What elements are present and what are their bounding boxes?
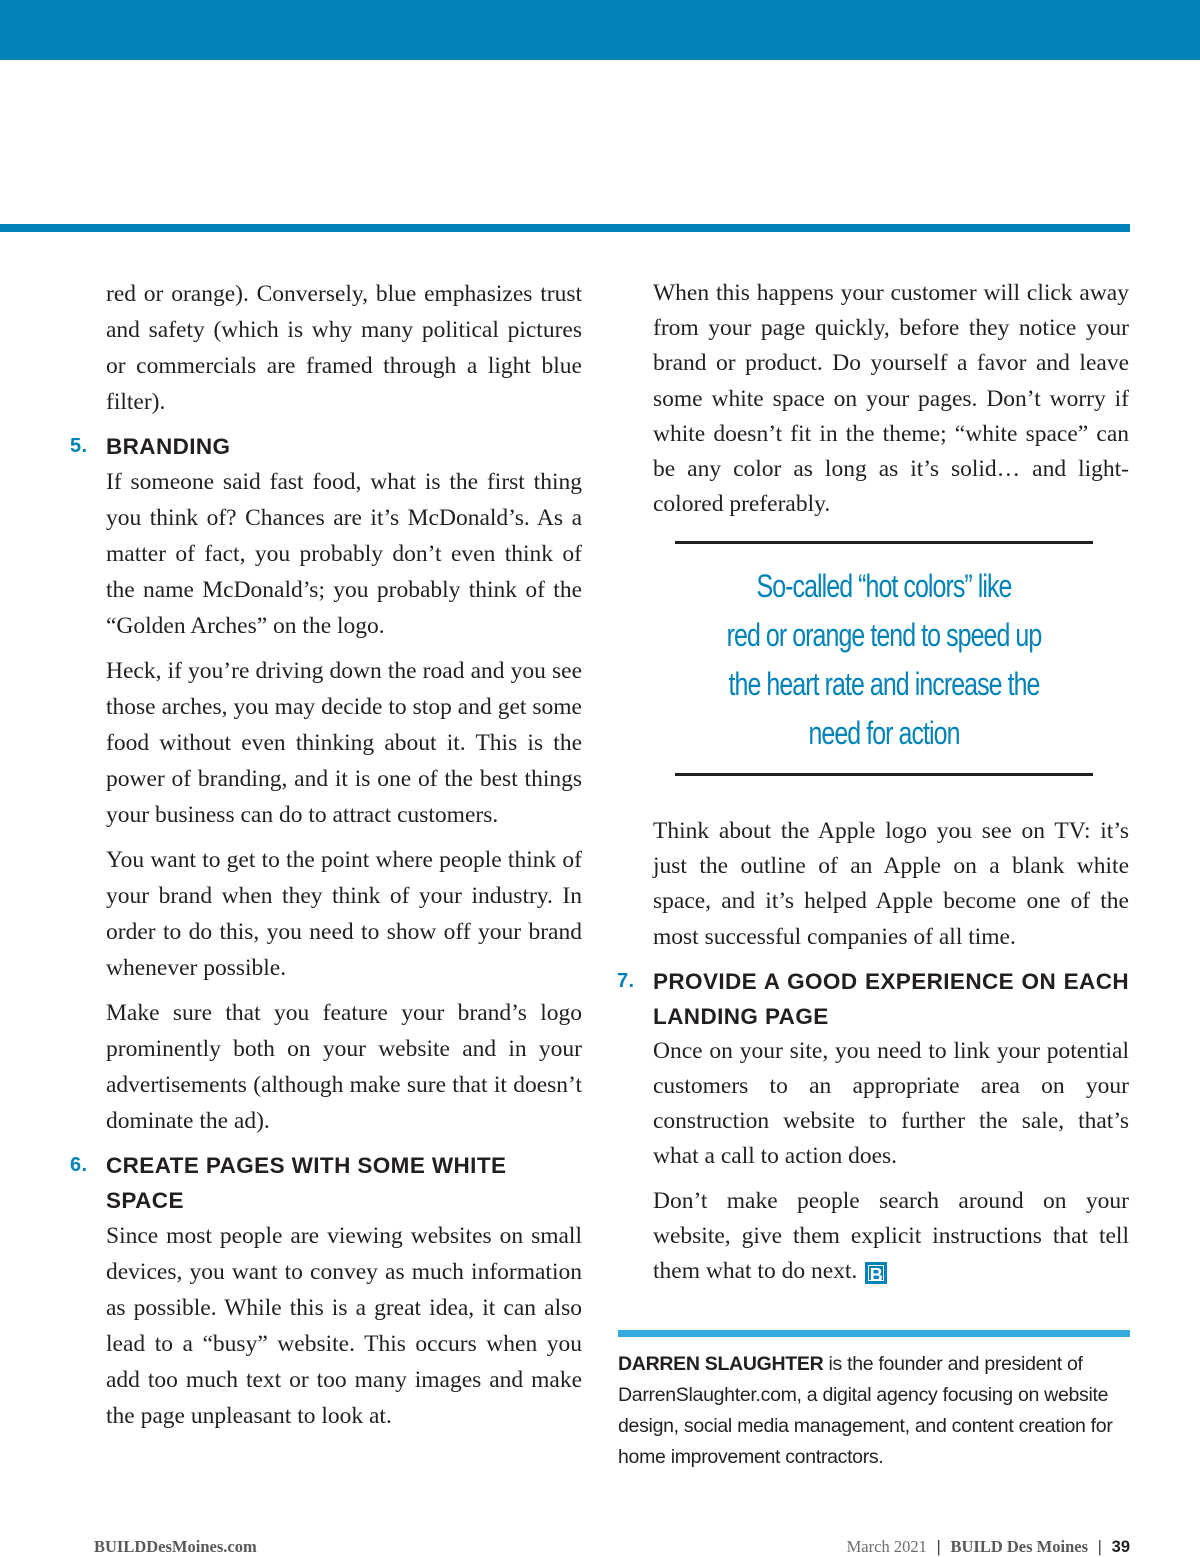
author-bio-text: is the founder and president of DarrenSlaughter.com, a digital agency focusing on website design, social media management, and content creation for home improvement contractors. xyxy=(618,1353,1113,1468)
header-divider-rule xyxy=(0,224,1130,232)
after-quote-paragraph: Think about the Apple logo you see on TV: it’s just the outline of an Apple on a blank white space, and it’s helped Apple become one of the most successful companies of all time. xyxy=(653,818,1129,950)
pull-quote-text xyxy=(721,562,1047,758)
footer-website: BUILDDesMoines.com xyxy=(94,1537,257,1556)
footer-issue-info xyxy=(847,1537,1130,1557)
left-column xyxy=(70,276,582,1443)
section-7-title: PROVIDE A GOOD EXPERIENCE ON EACH LANDING PAGE xyxy=(653,968,1129,1029)
intro-paragraph: red or orange). Conversely, blue emphasizes trust and safety (which is why many political pictures or commercials are framed through a light blue filter). xyxy=(106,281,582,415)
pull-quote-line: the heart rate and increase the xyxy=(728,666,1040,702)
continued-paragraph: When this happens your customer will click away from your page quickly, before they notice your brand or product. Do yourself a favor and leave some white space on your pages. Don’t worry if white doesn’t fit in the theme; “white space” can be any color as long as it’s solid… and light-colored preferably. xyxy=(653,280,1129,518)
footer-separator: | xyxy=(1098,1537,1102,1556)
pull-quote-line: So-called “hot colors” like xyxy=(756,568,1012,604)
footer-issue-date: March 2021 xyxy=(846,1537,927,1556)
author-bio xyxy=(618,1349,1138,1473)
page-number: 39 xyxy=(1111,1538,1130,1556)
section-7-heading xyxy=(617,964,1129,1034)
section-5-paragraph: Make sure that you feature your brand’s logo prominently both on your website and in your advertisements (although make sure that it doesn’t dominate the ad). xyxy=(106,1000,582,1134)
pull-quote xyxy=(675,541,1093,776)
section-6-paragraph: Since most people are viewing websites on small devices, you want to convey as much information as possible. While this is a great idea, it can also lead to a “busy” website. This occurs when you add too much text or too many images and make the page unpleasant to look at. xyxy=(106,1223,582,1429)
section-5-paragraph: If someone said fast food, what is the first thing you think of? Chances are it’s McDonald’s. As a matter of fact, you probably don’t even think of the name McDonald’s; you probably think of the “Golden Arches” on the logo. xyxy=(106,469,582,639)
section-5-paragraph: Heck, if you’re driving down the road and you see those arches, you may decide to stop and get some food without even thinking about it. This is the power of branding, and it is one of the best things your business can do to attract customers. xyxy=(106,658,582,828)
section-7-paragraph-text: Don’t make people search around on your website, give them explicit instructions that tell them what to do next. xyxy=(653,1187,1129,1285)
right-column xyxy=(653,276,1129,531)
author-name: DARREN SLAUGHTER xyxy=(618,1353,824,1375)
end-mark-icon: B xyxy=(865,1262,887,1284)
section-6-heading xyxy=(70,1148,582,1218)
header-color-band xyxy=(0,0,1200,60)
section-5-paragraph: You want to get to the point where people think of your brand when they think of your industry. In order to do this, you need to show off your brand whenever possible. xyxy=(106,847,582,981)
section-5-title: BRANDING xyxy=(106,434,231,459)
section-5-number: 5. xyxy=(70,435,88,457)
pull-quote-line: red or orange tend to speed up xyxy=(726,617,1042,653)
section-7-paragraph: Once on your site, you need to link your potential customers to an appropriate area on your construction website to further the sale, that’s what a call to action does. xyxy=(653,1037,1129,1170)
section-6-title: CREATE PAGES WITH SOME WHITE SPACE xyxy=(106,1153,507,1213)
bio-divider-rule xyxy=(618,1330,1130,1337)
section-7-paragraph-last xyxy=(653,1184,1129,1290)
section-5-heading xyxy=(70,429,582,464)
pull-quote-line: need for action xyxy=(808,715,960,751)
footer-magazine-name: BUILD Des Moines xyxy=(950,1537,1088,1556)
footer-separator: | xyxy=(936,1537,941,1556)
right-column-lower xyxy=(617,814,1129,1298)
section-6-number: 6. xyxy=(70,1154,88,1176)
section-7-number: 7. xyxy=(617,969,635,992)
